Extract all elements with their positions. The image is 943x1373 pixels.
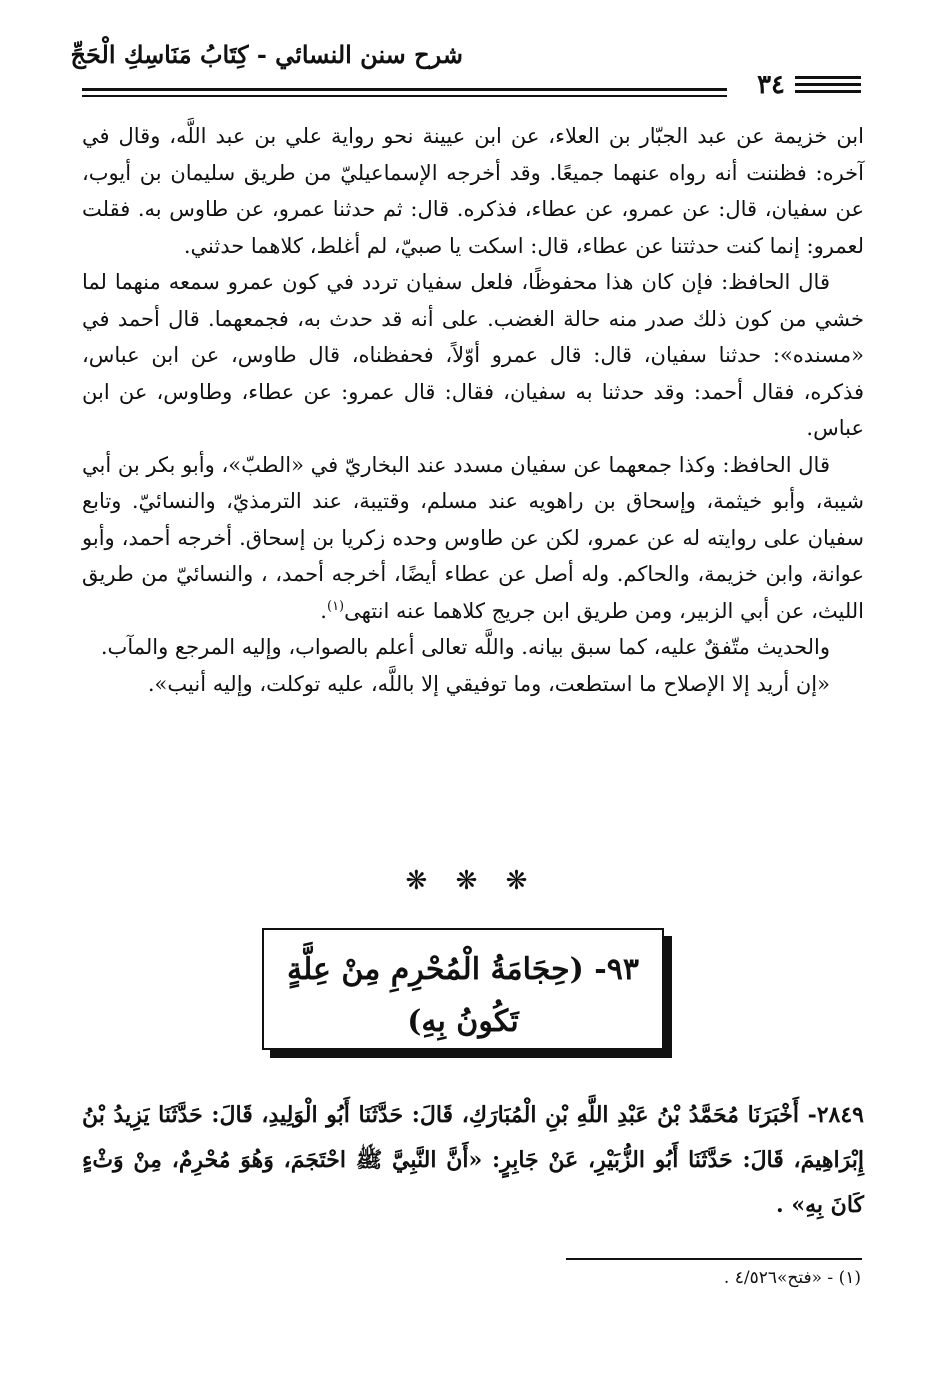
- header-rule: [82, 95, 727, 97]
- quranic-quote: «إن أريد إلا الإصلاح ما استطعت، وما توفيقي إلا باللَّه، عليه توكلت، وإليه أنيب».: [147, 671, 830, 696]
- section-separator: ❋ ❋ ❋: [405, 866, 538, 896]
- paragraph: ابن خزيمة عن عبد الجبّار بن العلاء، عن ابن عيينة نحو رواية علي بن عبد اللَّه، وقال في آخره: فظننت أنه رواه عنهما جميعًا. وقد أخرجه الإسماعيليّ من طريق سليمان بن أيوب، عن سفيان، قال: عن عمرو، عن عطاء، فذكره. قال: ثم حدثنا عمرو، عن طاوس به. فقلت لعمرو: إنما كنت حدثتنا عن عطاء، قال: اسكت يا صبيّ، لم أغلط، كلاهما حدثني.: [82, 124, 864, 258]
- footnote-reference[interactable]: (١): [326, 598, 345, 614]
- chapter-heading-box: [262, 928, 664, 1050]
- page-number: ٣٤: [757, 70, 785, 100]
- paragraph: [82, 447, 864, 630]
- page-number-rule: [795, 90, 861, 93]
- header-rule: [82, 88, 727, 91]
- chapter-heading: ٩٣- (حِجَامَةُ الْمُحْرِمِ مِنْ عِلَّةٍ تَكُونُ بِهِ): [287, 952, 639, 1039]
- footnote-rule: [566, 1258, 862, 1260]
- paragraph: قال الحافظ: فإن كان هذا محفوظًا، فلعل سفيان تردد في كون عمرو سمعه منهما لما خشي من كون ذلك صدر منه حالة الغضب. على أنه قد حدث به، فجمعهما. قال أحمد في «مسنده»: حدثنا سفيان، قال: قال عمرو أوّلاً، فحفظناه، قال طاوس، عن ابن عباس، فذكره، فقال أحمد: وقد حدثنا به سفيان، فقال: قال عمرو: عن عطاء، وطاوس، عن ابن عباس.: [82, 270, 864, 440]
- page-number-rule: [795, 76, 861, 79]
- body-text: [82, 118, 864, 702]
- running-title: شرح سنن النسائي - كِتَابُ مَنَاسِكِ الْحَجِّ: [70, 40, 463, 69]
- paragraph: والحديث متّفقٌ عليه، كما سبق بيانه. واللَّه تعالى أعلم بالصواب، وإليه المرجع والمآب.: [100, 635, 830, 659]
- hadith-text: ٢٨٤٩- أَخْبَرَنَا مُحَمَّدُ بْنُ عَبْدِ اللَّهِ بْنِ الْمُبَارَكِ، قَالَ: حَدَّثَنَا أَبُو الْوَلِيدِ، قَالَ: حَدَّثَنَا يَزِيدُ بْنُ إِبْرَاهِيمَ، قَالَ: حَدَّثَنَا أَبُو الزُّبَيْرِ، عَنْ جَابِرٍ: «أَنَّ النَّبِيَّ ﷺ احْتَجَمَ، وَهُوَ مُحْرِمٌ، مِنْ وَثْءٍ كَانَ بِهِ» .: [82, 1102, 864, 1218]
- footnote: (١) - «فتح»٤/٥٢٦ .: [723, 1268, 861, 1288]
- paragraph-end: .: [320, 598, 327, 623]
- page-number-rule: [795, 83, 861, 86]
- paragraph-text: قال الحافظ: وكذا جمعهما عن سفيان مسدد عند البخاريّ في «الطبّ»، وأبو بكر بن أبي شيبة، وأبو خيثمة، وإسحاق بن راهويه عند مسلم، وقتيبة، عند الترمذيّ، والنسائيّ. وتابع سفيان على روايته له عن عمرو، لكن عن طاوس وحده زكريا بن إسحاق. أخرجه أحمد، وأبو عوانة، وابن خزيمة، والحاكم. وله أصل عن عطاء أيضًا، أخرجه أحمد، ، والنسائيّ من طريق الليث، عن أبي الزبير، ومن طريق ابن جريج كلاهما عنه انتهى: [82, 452, 864, 623]
